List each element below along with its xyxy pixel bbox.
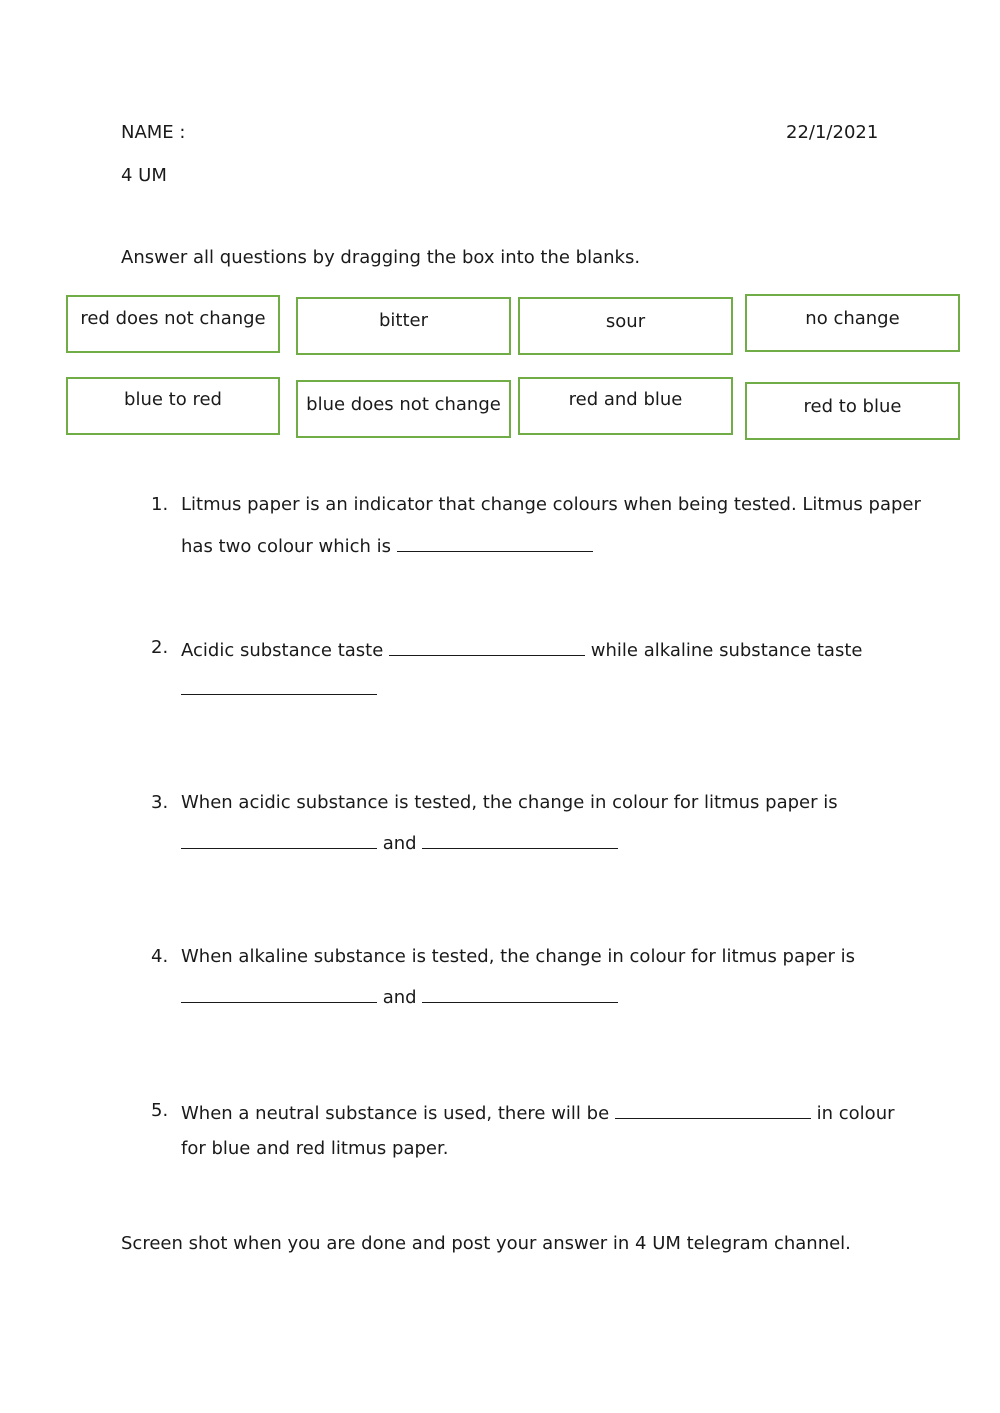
footer-instruction: Screen shot when you are done and post your answer in 4 UM telegram channel. bbox=[121, 1233, 851, 1254]
answer-blank[interactable] bbox=[397, 533, 593, 552]
question-line-2 bbox=[181, 830, 618, 854]
question-line-1 bbox=[181, 637, 862, 661]
question-line-2 bbox=[181, 984, 618, 1008]
connector-text: and bbox=[382, 987, 417, 1008]
word-box-label: sour bbox=[605, 311, 646, 332]
word-box-sour[interactable] bbox=[518, 297, 733, 355]
question-text: When alkaline substance is tested, the change in colour for litmus paper is bbox=[181, 946, 856, 967]
question-line-2 bbox=[181, 533, 593, 557]
question-number: 2. bbox=[151, 637, 169, 658]
question-text: has two colour which is bbox=[181, 536, 392, 557]
question-number: 3. bbox=[151, 792, 169, 813]
question-line-2 bbox=[181, 676, 377, 700]
word-box-blue-does-not-change[interactable] bbox=[296, 380, 511, 438]
word-box-bitter[interactable] bbox=[296, 297, 511, 355]
class-label: 4 UM bbox=[121, 165, 167, 186]
question-number: 4. bbox=[151, 946, 169, 967]
word-box-label: no change bbox=[805, 308, 900, 329]
date-label: 22/1/2021 bbox=[786, 122, 879, 143]
question-text: When acidic substance is tested, the change in colour for litmus paper is bbox=[181, 792, 838, 813]
connector-text: and bbox=[382, 833, 417, 854]
answer-blank[interactable] bbox=[615, 1100, 811, 1119]
answer-blank[interactable] bbox=[181, 676, 377, 695]
question-text: while alkaline substance taste bbox=[590, 640, 863, 661]
question-text: Litmus paper is an indicator that change colours when being tested. Litmus paper bbox=[181, 494, 921, 515]
word-box-red-to-blue[interactable] bbox=[745, 382, 960, 440]
word-box-label: red and blue bbox=[568, 389, 683, 410]
question-text: When a neutral substance is used, there will be bbox=[181, 1103, 610, 1124]
question-number: 1. bbox=[151, 494, 169, 515]
word-box-label: red to blue bbox=[803, 396, 902, 417]
answer-blank[interactable] bbox=[181, 984, 377, 1003]
question-text: for blue and red litmus paper. bbox=[181, 1138, 449, 1159]
word-box-blue-to-red[interactable] bbox=[66, 377, 280, 435]
word-box-red-does-not-change[interactable] bbox=[66, 295, 280, 353]
name-label: NAME : bbox=[121, 122, 186, 143]
answer-blank[interactable] bbox=[422, 984, 618, 1003]
question-line-1 bbox=[181, 1100, 895, 1124]
word-box-label: bitter bbox=[378, 310, 429, 331]
word-box-no-change[interactable] bbox=[745, 294, 960, 352]
instruction-text: Answer all questions by dragging the box into the blanks. bbox=[121, 247, 641, 268]
answer-blank[interactable] bbox=[422, 830, 618, 849]
question-text: Acidic substance taste bbox=[181, 640, 384, 661]
word-box-red-and-blue[interactable] bbox=[518, 377, 733, 435]
answer-blank[interactable] bbox=[181, 830, 377, 849]
answer-blank[interactable] bbox=[389, 637, 585, 656]
question-number: 5. bbox=[151, 1100, 169, 1121]
word-box-label: blue does not change bbox=[306, 394, 501, 415]
word-box-label: red does not change bbox=[80, 308, 266, 329]
word-box-label: blue to red bbox=[124, 389, 222, 410]
question-text: in colour bbox=[816, 1103, 895, 1124]
